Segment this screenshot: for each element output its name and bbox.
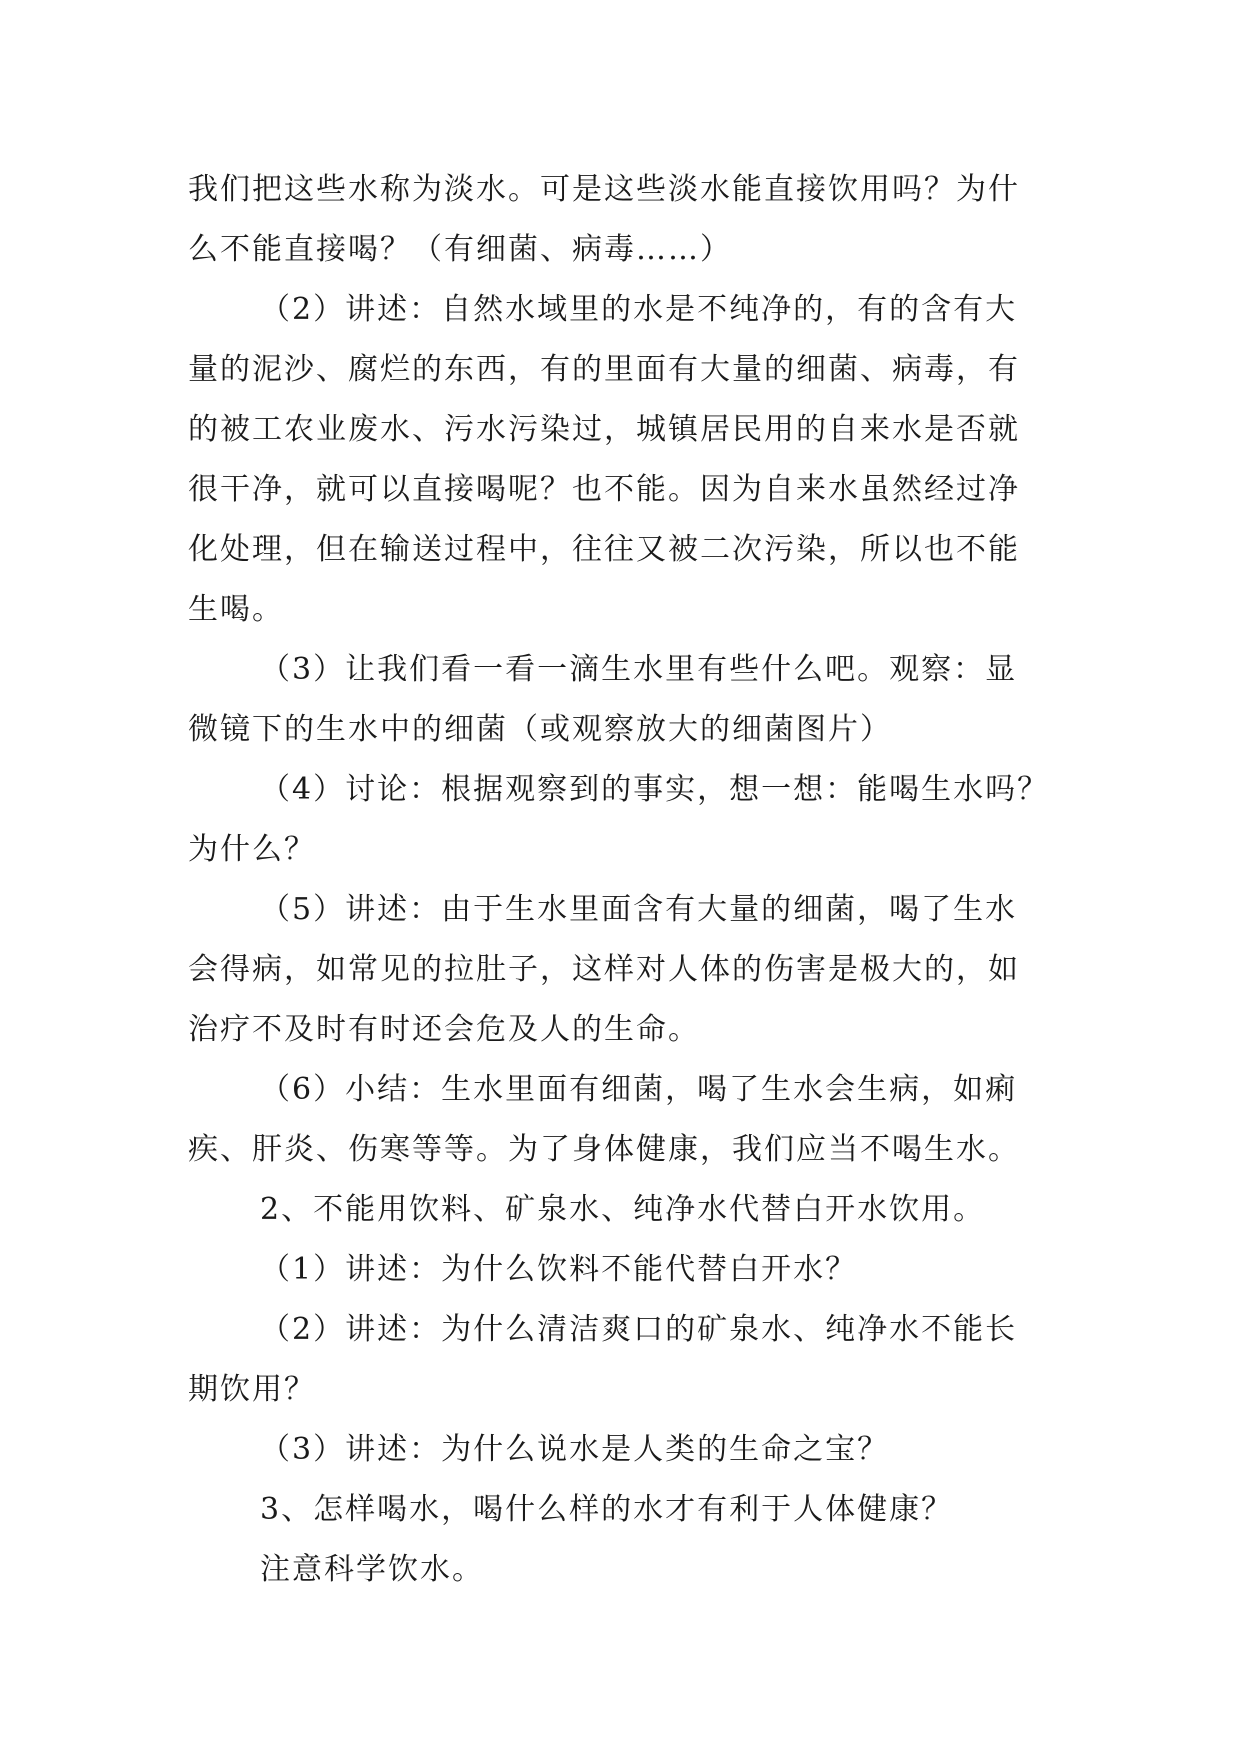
text-line: 会得病，如常见的拉肚子，这样对人体的伤害是极大的，如 xyxy=(188,952,1020,987)
text-line: 疾、肝炎、伤寒等等。为了身体健康，我们应当不喝生水。 xyxy=(188,1132,1020,1167)
document-body xyxy=(188,160,1068,1600)
text-line: 注意科学饮水。 xyxy=(260,1552,484,1587)
text-line: 期饮用？ xyxy=(188,1372,316,1407)
text-line: 2、不能用饮料、矿泉水、纯净水代替白开水饮用。 xyxy=(260,1192,986,1227)
text-line: 为什么？ xyxy=(188,832,316,867)
text-line: （3）让我们看一看一滴生水里有些什么吧。观察：显 xyxy=(260,652,1018,687)
text-line: （6）小结：生水里面有细菌，喝了生水会生病，如痢 xyxy=(260,1072,1018,1107)
text-line: 3、怎样喝水，喝什么样的水才有利于人体健康？ xyxy=(260,1492,954,1527)
text-line: 治疗不及时有时还会危及人的生命。 xyxy=(188,1012,700,1047)
text-line: （1）讲述：为什么饮料不能代替白开水？ xyxy=(260,1252,858,1287)
text-line: 化处理，但在输送过程中，往往又被二次污染，所以也不能 xyxy=(188,532,1020,567)
text-line: 量的泥沙、腐烂的东西，有的里面有大量的细菌、病毒，有 xyxy=(188,352,1020,387)
text-line: （2）讲述：为什么清洁爽口的矿泉水、纯净水不能长 xyxy=(260,1312,1018,1347)
text-line: 很干净，就可以直接喝呢？也不能。因为自来水虽然经过净 xyxy=(188,472,1020,507)
text-line: 生喝。 xyxy=(188,592,284,627)
text-line: （5）讲述：由于生水里面含有大量的细菌，喝了生水 xyxy=(260,892,1018,927)
text-line: （3）讲述：为什么说水是人类的生命之宝？ xyxy=(260,1432,890,1467)
text-line: 我们把这些水称为淡水。可是这些淡水能直接饮用吗？为什 xyxy=(188,172,1020,207)
text-line: 微镜下的生水中的细菌（或观察放大的细菌图片） xyxy=(188,712,892,747)
text-line: 么不能直接喝？（有细菌、病毒……） xyxy=(188,232,732,267)
text-line: （4）讨论：根据观察到的事实，想一想：能喝生水吗？ xyxy=(260,772,1050,807)
text-line: （2）讲述：自然水域里的水是不纯净的，有的含有大 xyxy=(260,292,1018,327)
text-line: 的被工农业废水、污水污染过，城镇居民用的自来水是否就 xyxy=(188,412,1020,447)
